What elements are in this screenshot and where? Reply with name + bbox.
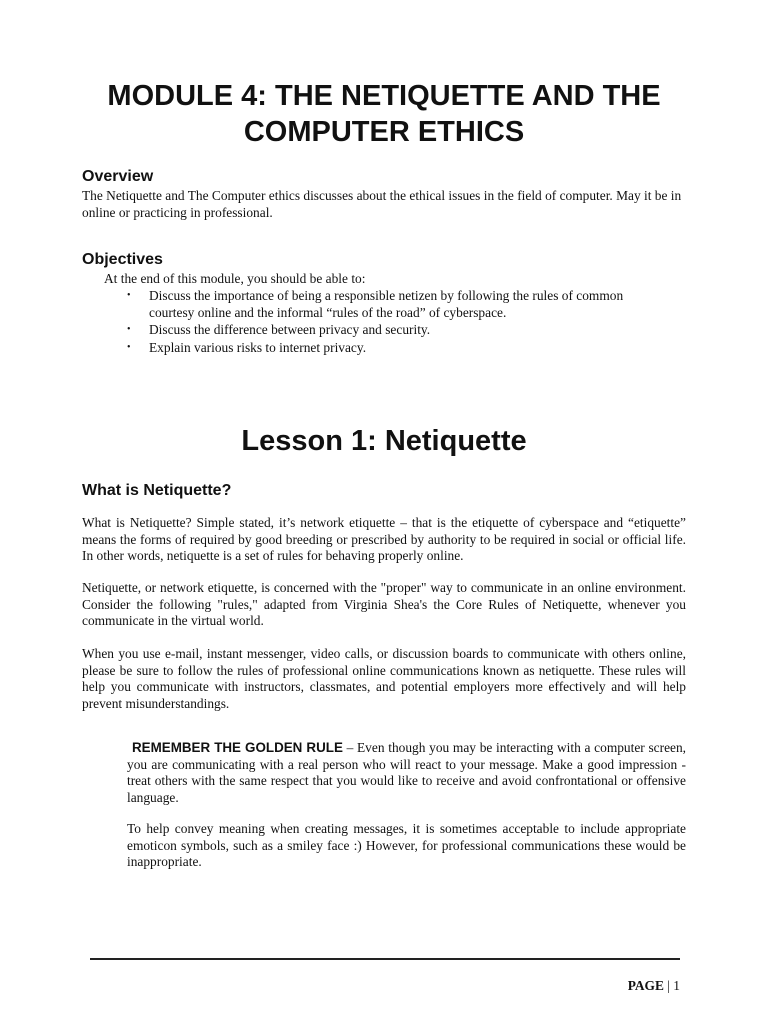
- footer-divider: [90, 958, 680, 960]
- objective-text: Discuss the importance of being a responsible netizen by following the rules of common courtesy online and the informal “rules of the road” of cyberspace.: [149, 288, 624, 320]
- bullet-icon: •: [127, 324, 131, 335]
- objectives-heading: Objectives: [82, 251, 163, 268]
- bullet-icon: •: [127, 341, 131, 353]
- lesson-paragraph: Netiquette, or network etiquette, is concerned with the "proper" way to communicate in an online environment. Consider the following "rules," adapted from Virginia Shea's the Core Rules of Netiquette, whenever you communicate in the virtual world.: [82, 580, 686, 628]
- golden-rule-label: REMEMBER THE GOLDEN RULE: [132, 740, 343, 755]
- objective-item: [127, 339, 669, 357]
- module-title-line-1: MODULE 4: THE NETIQUETTE AND THE: [107, 80, 661, 112]
- lesson-subheading: What is Netiquette?: [82, 482, 232, 499]
- page-label: PAGE: [627, 978, 664, 993]
- page-separator: |: [663, 978, 674, 993]
- objective-item: [127, 288, 669, 321]
- lesson-paragraph: When you use e-mail, instant messenger, video calls, or discussion boards to communicate with others online, please be sure to follow the rules of professional online communications known as netiquette. These rules will help you communicate with instructors, classmates, and potential employers more effectively and will help prevent misunderstandings.: [82, 646, 686, 711]
- bullet-icon: •: [127, 290, 131, 301]
- objective-text: Discuss the difference between privacy and security.: [149, 322, 431, 337]
- objectives-list: [127, 288, 669, 357]
- golden-rule-paragraph: [127, 740, 686, 806]
- lesson-paragraph: What is Netiquette? Simple stated, it’s network etiquette – that is the etiquette of cyberspace and “etiquette” means the forms of required by good breeding or prescribed by authority to be required in social or official life. In other words, netiquette is a set of rules for behaving properly online.: [82, 515, 686, 563]
- emoticon-paragraph: To help convey meaning when creating messages, it is sometimes acceptable to include appropriate emoticon symbols, such as a smiley face :) However, for professional communications these would be inappropriate.: [127, 821, 686, 869]
- objective-item: [127, 322, 669, 339]
- page-number-value: 1: [673, 978, 680, 993]
- golden-rule-text: – Even though you may be interacting with a computer screen, you are communicating with a real person who will react to your message. Make a good impression - treat others with the same respect that you would like to receive and avoid confrontational or offensive language.: [127, 740, 686, 805]
- objectives-intro: At the end of this module, you should be able to:: [104, 271, 366, 286]
- objective-text: Explain various risks to internet privacy.: [149, 339, 367, 355]
- page-number: [628, 978, 680, 994]
- overview-heading: Overview: [82, 168, 154, 185]
- module-title-line-2: COMPUTER ETHICS: [243, 116, 525, 148]
- module-title: [40, 78, 728, 150]
- lesson-title: Lesson 1: Netiquette: [241, 425, 527, 457]
- overview-body: The Netiquette and The Computer ethics discusses about the ethical issues in the field of computer. May it be in online or practicing in professional.: [82, 188, 682, 220]
